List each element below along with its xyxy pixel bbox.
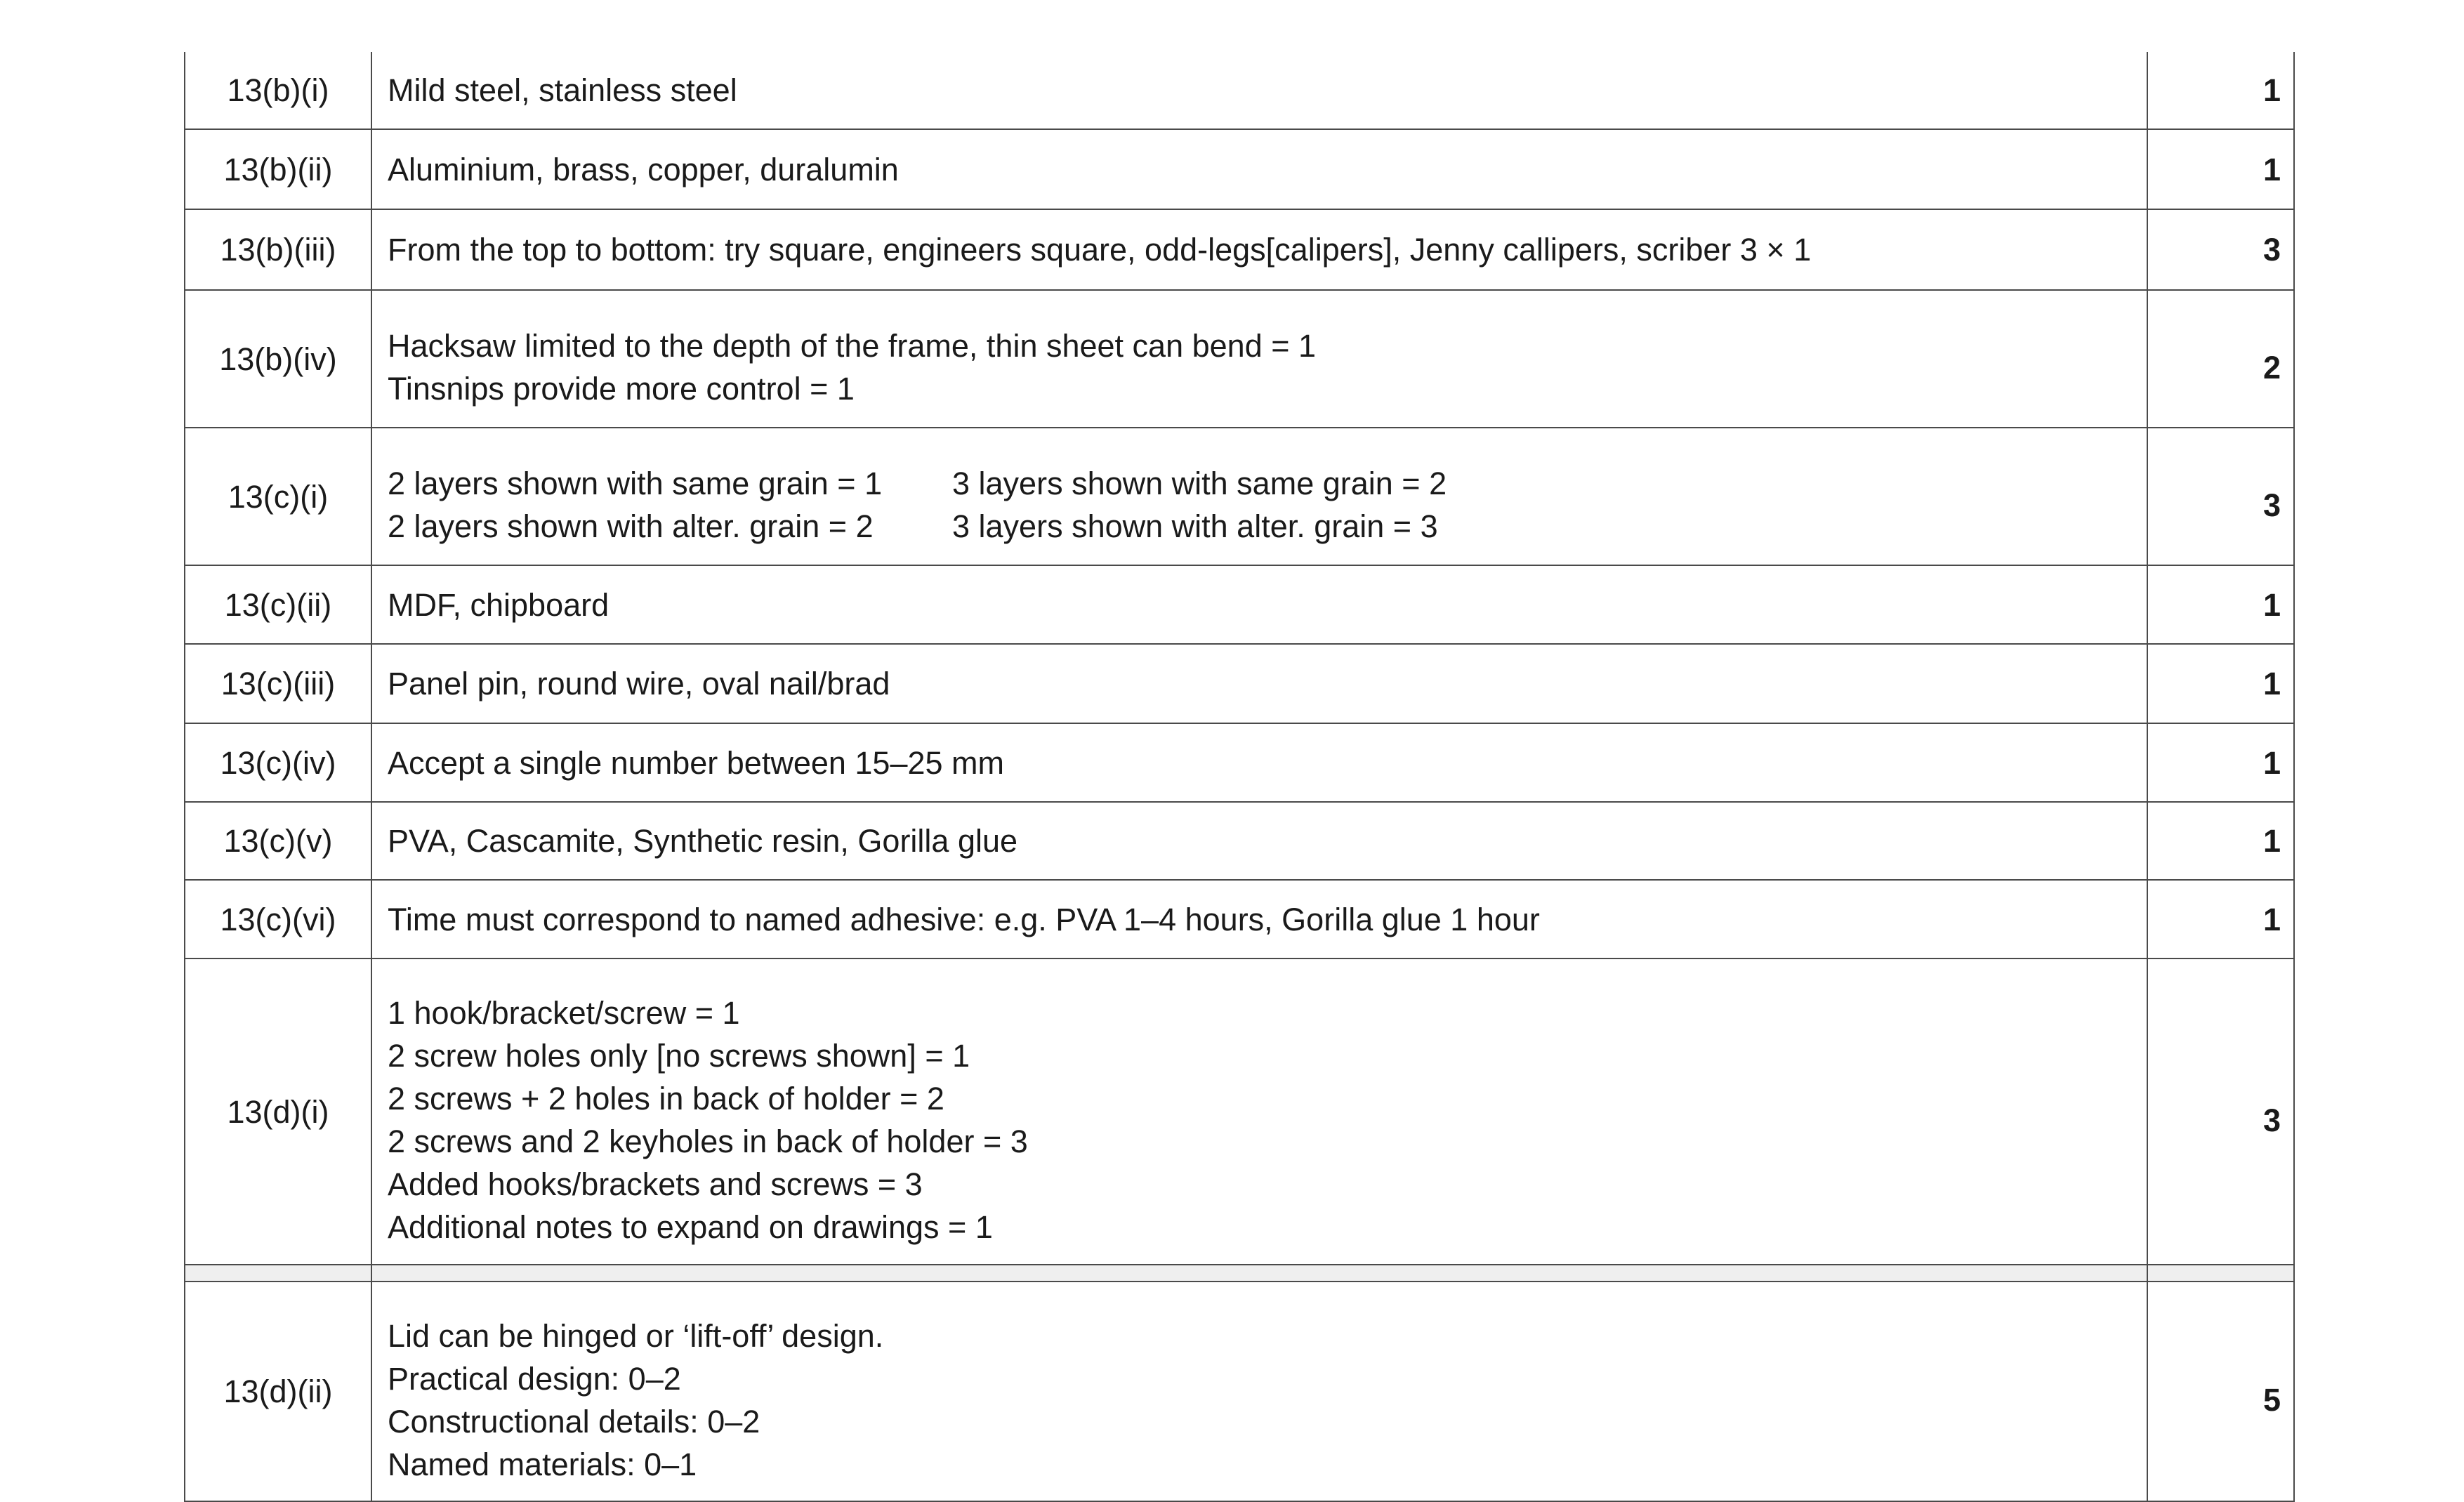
answer-text: 2 layers shown with same grain = 1 [388,466,883,501]
answer-text: 1 hook/bracket/screw = 1 [388,995,740,1031]
marks-cell: 2 [2147,290,2294,428]
answer-cell [371,958,2147,1265]
marks-cell: 5 [2147,1282,2294,1501]
answer-cell [371,290,2147,428]
answer-text: Constructional details: 0–2 [388,1403,760,1440]
answer-text: 3 layers shown with alter. grain = 3 [952,508,1438,544]
answer-text: Named materials: 0–1 [388,1446,697,1482]
answer-text: Aluminium, brass, copper, duralumin [388,151,899,187]
answer-text: Mild steel, stainless steel [388,72,737,108]
answer-text: 2 layers shown with alter. grain = 2 [388,508,874,544]
table-row [185,129,2294,209]
marks-cell: 1 [2147,723,2294,802]
question-number: 13(c)(ii) [185,565,371,644]
answer-text: 2 screws and 2 keyholes in back of holder = 3 [388,1124,1028,1159]
table-row [185,1282,2294,1501]
answer-pair [388,505,2135,548]
answer-cell [371,644,2147,723]
answer-text: Accept a single number between 15–25 mm [388,744,1005,781]
question-number: 13(c)(iv) [185,723,371,802]
marks-cell: 3 [2147,209,2294,290]
marks-cell: 1 [2147,880,2294,958]
table-row [185,644,2294,723]
mark-scheme-table [184,52,2295,1502]
answer-cell [371,880,2147,958]
question-number: 13(c)(iii) [185,644,371,723]
question-number: 13(c)(v) [185,802,371,880]
answer-text: Additional notes to expand on drawings = 1 [388,1209,993,1245]
answer-text: Added hooks/brackets and screws = 3 [388,1166,923,1202]
answer-text: Hacksaw limited to the depth of the frame, thin sheet can bend = 1 [388,328,1317,364]
marks-cell: 1 [2147,565,2294,644]
answer-text: MDF, chipboard [388,586,610,623]
marks-cell: 1 [2147,52,2294,129]
answer-text: 3 layers shown with same grain = 2 [952,466,1447,501]
marks-cell: 3 [2147,958,2294,1265]
answer-cell [371,129,2147,209]
question-number: 13(b)(i) [185,52,371,129]
answer-cell [371,802,2147,880]
table-row-separator [185,1265,2294,1282]
table-row [185,428,2294,565]
table-row [185,565,2294,644]
question-number: 13(c)(vi) [185,880,371,958]
answer-cell [371,52,2147,129]
answer-cell [371,723,2147,802]
table-row [185,802,2294,880]
answer-text: Practical design: 0–2 [388,1360,681,1397]
separator-cell [371,1265,2147,1282]
question-number: 13(b)(ii) [185,129,371,209]
table-row [185,880,2294,958]
question-number: 13(c)(i) [185,428,371,565]
answer-text: Lid can be hinged or ‘lift-off’ design. [388,1317,884,1354]
answer-pair [388,462,2135,505]
answer-cell [371,209,2147,290]
answer-text: 2 screw holes only [no screws shown] = 1 [388,1038,970,1074]
question-number: 13(b)(iv) [185,290,371,428]
table-row [185,209,2294,290]
answer-text: 2 screws + 2 holes in back of holder = 2 [388,1081,944,1116]
marks-cell: 1 [2147,644,2294,723]
answer-text: Panel pin, round wire, oval nail/brad [388,666,890,701]
answer-cell [371,565,2147,644]
answer-text: PVA, Cascamite, Synthetic resin, Gorilla glue [388,823,1018,859]
marks-cell: 1 [2147,802,2294,880]
answer-text: From the top to bottom: try square, engineers square, odd-legs[calipers], Jenny callipers, scriber 3 × 1 [388,232,1812,268]
table-row [185,290,2294,428]
question-number: 13(d)(i) [185,958,371,1265]
separator-cell [185,1265,371,1282]
question-number: 13(b)(iii) [185,209,371,290]
answer-cell [371,1282,2147,1501]
separator-cell [2147,1265,2294,1282]
question-number: 13(d)(ii) [185,1282,371,1501]
answer-text: Time must correspond to named adhesive: e.g. PVA 1–4 hours, Gorilla glue 1 hour [388,901,1540,937]
table-row [185,52,2294,129]
answer-text: Tinsnips provide more control = 1 [388,371,855,407]
answer-cell [371,428,2147,565]
table-row [185,958,2294,1265]
marks-cell: 3 [2147,428,2294,565]
marks-cell: 1 [2147,129,2294,209]
table-row [185,723,2294,802]
